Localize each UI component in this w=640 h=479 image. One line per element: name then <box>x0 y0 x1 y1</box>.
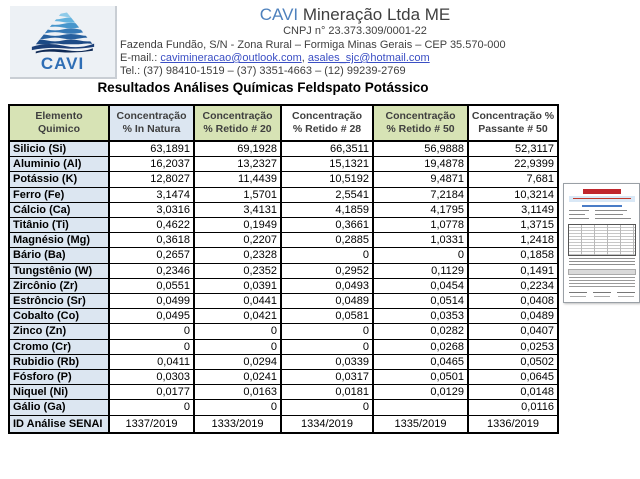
value-cell: 0,0241 <box>194 370 281 385</box>
analysis-id-cell: 1335/2019 <box>373 415 468 433</box>
thumb-signature-2 <box>593 292 611 300</box>
value-cell: 0,0294 <box>194 354 281 369</box>
value-cell: 0,0116 <box>468 400 558 415</box>
value-cell: 12,8027 <box>109 172 194 187</box>
value-cell: 0,2328 <box>194 248 281 263</box>
value-cell: 52,3117 <box>468 141 558 157</box>
analysis-id-cell: 1336/2019 <box>468 415 558 433</box>
thumb-signature-row <box>569 292 635 300</box>
analysis-id-cell: 1334/2019 <box>281 415 373 433</box>
value-cell: 0,0339 <box>281 354 373 369</box>
element-name-cell: Bário (Ba) <box>9 248 109 263</box>
table-row <box>9 233 558 248</box>
value-cell: 1,3715 <box>468 218 558 233</box>
value-cell: 0 <box>281 248 373 263</box>
value-cell: 0,0645 <box>468 370 558 385</box>
page-title: Resultados Análises Químicas Feldspato Potássico <box>97 80 429 95</box>
column-header-3: Concentração % Retido # 28 <box>281 105 373 141</box>
value-cell: 0,2346 <box>109 263 194 278</box>
element-name-cell: Silicio (Si) <box>9 141 109 157</box>
table-row <box>9 294 558 309</box>
value-cell: 0,0163 <box>194 385 281 400</box>
value-cell: 4,1859 <box>281 202 373 217</box>
value-cell: 0,0148 <box>468 385 558 400</box>
value-cell: 0,0303 <box>109 370 194 385</box>
value-cell: 1,2418 <box>468 233 558 248</box>
value-cell: 0,2952 <box>281 263 373 278</box>
thumb-title-line <box>582 205 622 207</box>
value-cell: 2,5541 <box>281 187 373 202</box>
element-name-cell: Cromo (Cr) <box>9 339 109 354</box>
element-name-cell: Magnésio (Mg) <box>9 233 109 248</box>
element-name-cell: Niquel (Ni) <box>9 385 109 400</box>
table-head <box>9 105 558 141</box>
value-cell: 0,0581 <box>281 309 373 324</box>
element-name-cell: Tungstênio (W) <box>9 263 109 278</box>
element-name-cell: Cálcio (Ca) <box>9 202 109 217</box>
column-header-4: Concentração % Retido # 50 <box>373 105 468 141</box>
value-cell: 0,0177 <box>109 385 194 400</box>
value-cell: 19,4878 <box>373 157 468 172</box>
senai-red-banner <box>583 189 621 194</box>
analysis-id-cell: 1333/2019 <box>194 415 281 433</box>
value-cell: 0,2657 <box>109 248 194 263</box>
company-logo <box>10 6 117 79</box>
header-row <box>9 105 558 141</box>
element-name-cell: Potássio (K) <box>9 172 109 187</box>
value-cell: 0,0502 <box>468 354 558 369</box>
results-table <box>8 104 559 434</box>
column-header-5: Concentração % Passante # 50 <box>468 105 558 141</box>
table-row <box>9 278 558 293</box>
value-cell: 1,5701 <box>194 187 281 202</box>
thumb-highlight-band <box>568 269 636 275</box>
value-cell: 0 <box>281 339 373 354</box>
element-name-cell: Titânio (Ti) <box>9 218 109 233</box>
thumb-results-grid <box>568 224 636 256</box>
value-cell: 0 <box>194 324 281 339</box>
value-cell: 0,1949 <box>194 218 281 233</box>
table-row <box>9 218 558 233</box>
value-cell: 10,3214 <box>468 187 558 202</box>
value-cell: 69,1928 <box>194 141 281 157</box>
table-row <box>9 248 558 263</box>
value-cell: 0,2234 <box>468 278 558 293</box>
company-name-highlight: CAVI <box>259 5 299 24</box>
element-name-cell: Zinco (Zn) <box>9 324 109 339</box>
analysis-id-row <box>9 415 558 433</box>
element-name-cell: Aluminio (Al) <box>9 157 109 172</box>
thumb-meta-lines <box>569 210 635 222</box>
value-cell: 13,2327 <box>194 157 281 172</box>
table-row <box>9 263 558 278</box>
table-row <box>9 385 558 400</box>
value-cell: 4,1795 <box>373 202 468 217</box>
thumb-paragraph <box>569 258 635 267</box>
element-name-cell: Fósforo (P) <box>9 370 109 385</box>
value-cell: 0,0353 <box>373 309 468 324</box>
company-address: Fazenda Fundão, S/N - Zona Rural – Formiga Minas Gerais – CEP 35.570-000 <box>120 39 506 51</box>
value-cell: 56,9888 <box>373 141 468 157</box>
value-cell: 0,0181 <box>281 385 373 400</box>
table-row <box>9 172 558 187</box>
element-name-cell: Gálio (Ga) <box>9 400 109 415</box>
value-cell: 16,2037 <box>109 157 194 172</box>
value-cell: 3,1149 <box>468 202 558 217</box>
table-row <box>9 400 558 415</box>
value-cell: 0,2885 <box>281 233 373 248</box>
table-row <box>9 202 558 217</box>
value-cell: 0 <box>373 248 468 263</box>
value-cell: 1,0778 <box>373 218 468 233</box>
value-cell: 63,1891 <box>109 141 194 157</box>
logo-wordmark: CAVI <box>40 54 85 73</box>
table-row <box>9 370 558 385</box>
value-cell: 0 <box>109 400 194 415</box>
value-cell: 0 <box>194 339 281 354</box>
value-cell: 0,0489 <box>468 309 558 324</box>
value-cell: 0,0514 <box>373 294 468 309</box>
table-row <box>9 309 558 324</box>
column-header-0: Elemento Quimico <box>9 105 109 141</box>
email-link-1[interactable]: cavimineracao@outlook.com <box>160 52 302 64</box>
value-cell: 0,0421 <box>194 309 281 324</box>
senai-report-thumbnail[interactable] <box>563 183 640 303</box>
value-cell: 0,0407 <box>468 324 558 339</box>
value-cell: 0,3661 <box>281 218 373 233</box>
thumb-paragraph-2 <box>569 277 635 289</box>
value-cell: 0,0253 <box>468 339 558 354</box>
value-cell: 0,0317 <box>281 370 373 385</box>
value-cell: 66,3511 <box>281 141 373 157</box>
table-row <box>9 187 558 202</box>
value-cell: 0,0499 <box>109 294 194 309</box>
value-cell: 0,0465 <box>373 354 468 369</box>
table-row <box>9 339 558 354</box>
element-name-cell: Estrôncio (Sr) <box>9 294 109 309</box>
value-cell: 0,0411 <box>109 354 194 369</box>
value-cell: 0,2207 <box>194 233 281 248</box>
value-cell: 0,0282 <box>373 324 468 339</box>
value-cell: 0,0501 <box>373 370 468 385</box>
value-cell: 0,2352 <box>194 263 281 278</box>
value-cell: 15,1321 <box>281 157 373 172</box>
company-name-rest: Mineração Ltda ME <box>298 5 451 24</box>
table-row <box>9 324 558 339</box>
value-cell: 7,681 <box>468 172 558 187</box>
value-cell: 3,4131 <box>194 202 281 217</box>
company-cnpj: CNPJ n° 23.373.309/0001-22 <box>283 25 427 37</box>
value-cell: 0,0391 <box>194 278 281 293</box>
element-name-cell: Cobalto (Co) <box>9 309 109 324</box>
value-cell: 0,0441 <box>194 294 281 309</box>
value-cell: 1,0331 <box>373 233 468 248</box>
value-cell: 22,9399 <box>468 157 558 172</box>
thumb-header-band <box>569 196 635 202</box>
value-cell: 0,0408 <box>468 294 558 309</box>
value-cell: 0,1858 <box>468 248 558 263</box>
value-cell: 3,1474 <box>109 187 194 202</box>
email-label: E-mail.: <box>120 52 161 64</box>
value-cell: 0,0129 <box>373 385 468 400</box>
value-cell: 0,3618 <box>109 233 194 248</box>
value-cell: 3,0316 <box>109 202 194 217</box>
value-cell: 0,0454 <box>373 278 468 293</box>
email-separator: , <box>301 52 308 64</box>
thumb-signature-3 <box>617 292 635 300</box>
element-name-cell: Rubidio (Rb) <box>9 354 109 369</box>
value-cell: 0,0489 <box>281 294 373 309</box>
value-cell: 11,4439 <box>194 172 281 187</box>
value-cell <box>373 400 468 415</box>
analysis-id-label: ID Análise SENAI <box>9 415 109 433</box>
company-phone: Tel.: (37) 98410-1519 – (37) 3351-4663 – (12) 99239-2769 <box>120 65 406 77</box>
value-cell: 0 <box>194 400 281 415</box>
column-header-2: Concentração % Retido # 20 <box>194 105 281 141</box>
value-cell: 0,0495 <box>109 309 194 324</box>
analysis-id-cell: 1337/2019 <box>109 415 194 433</box>
element-name-cell: Ferro (Fe) <box>9 187 109 202</box>
value-cell: 10,5192 <box>281 172 373 187</box>
table-row <box>9 141 558 157</box>
company-name <box>120 5 590 24</box>
value-cell: 7,2184 <box>373 187 468 202</box>
value-cell: 0 <box>109 324 194 339</box>
value-cell: 0,4622 <box>109 218 194 233</box>
cavi-mountain-wave-icon <box>20 8 106 56</box>
value-cell: 0 <box>109 339 194 354</box>
value-cell: 0 <box>281 324 373 339</box>
thumb-signature-1 <box>569 292 587 300</box>
letterhead <box>120 5 590 78</box>
value-cell: 0 <box>281 400 373 415</box>
email-link-2[interactable]: asales_sjc@hotmail.com <box>307 52 430 64</box>
value-cell: 0,1129 <box>373 263 468 278</box>
value-cell: 0,0551 <box>109 278 194 293</box>
table-body <box>9 141 558 433</box>
element-name-cell: Zircônio (Zr) <box>9 278 109 293</box>
value-cell: 0,0493 <box>281 278 373 293</box>
column-header-1: Concentração % In Natura <box>109 105 194 141</box>
value-cell: 9,4871 <box>373 172 468 187</box>
value-cell: 0,1491 <box>468 263 558 278</box>
table-row <box>9 157 558 172</box>
value-cell: 0,0268 <box>373 339 468 354</box>
table-row <box>9 354 558 369</box>
company-email-line <box>120 52 590 65</box>
